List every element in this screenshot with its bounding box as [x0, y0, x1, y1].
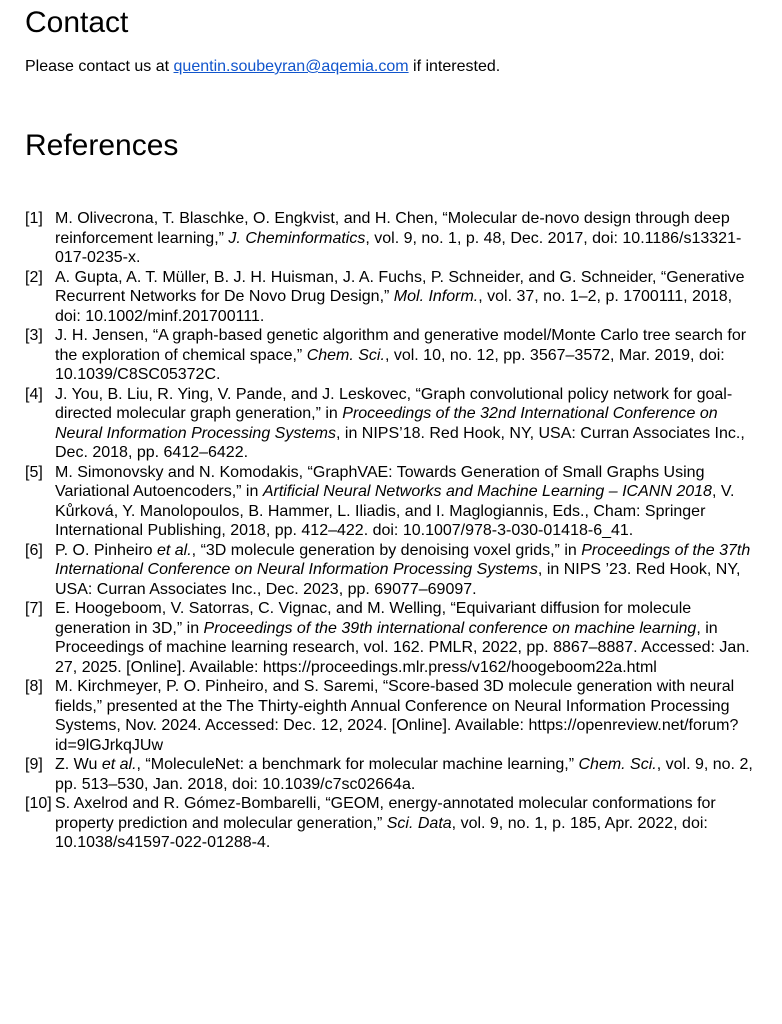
reference-part: , V. Kůrková, Y. Manolopoulos, B. Hammer, L. Iliadis, and I. Maglogiannis, Eds., Cham: Springer International Publishing, 2018, pp. 412–422. doi: 10.1007/978-3-030-01418-6_41.	[55, 483, 735, 539]
reference-part: M. Simonovsky and N. Komodakis, “GraphVAE: Towards Generation of Small Graphs Using Variational Autoencoders,” in	[55, 463, 705, 500]
reference-italic-part: Proceedings of the 37th International Conference on Neural Information Processing Systems	[55, 541, 751, 578]
reference-part: J. You, B. Liu, R. Ying, V. Pande, and J. Leskovec, “Graph convolutional policy network for goal-directed molecular graph generation,” in	[55, 385, 733, 422]
contact-text-after: if interested.	[408, 58, 501, 75]
references-heading: References	[25, 129, 179, 162]
reference-number: [1]	[25, 210, 43, 227]
reference-number: [10]	[25, 795, 52, 812]
reference-item	[25, 599, 757, 677]
contact-email-link[interactable]: quentin.soubeyran@aqemia.com	[173, 58, 409, 75]
reference-item	[25, 677, 757, 755]
reference-item	[25, 385, 757, 463]
reference-text	[55, 326, 757, 385]
reference-number: [4]	[25, 385, 43, 403]
reference-item	[25, 326, 757, 385]
reference-part: , in Proceedings of machine learning research, vol. 162. PMLR, 2022, pp. 8867–8887. Accessed: Jan. 27, 2025. [Online]. Available: https://proceedings.mlr.press/v162/hoogeboom22a.html	[55, 619, 750, 676]
reference-part: , “MoleculeNet: a benchmark for molecular machine learning,”	[136, 756, 579, 773]
reference-part: M. Olivecrona, T. Blaschke, O. Engkvist, and H. Chen, “Molecular de-novo design through deep reinforcement learning,”	[55, 210, 730, 247]
reference-part: E. Hoogeboom, V. Satorras, C. Vignac, and M. Welling, “Equivariant diffusion for molecule generation in 3D,” in	[55, 600, 692, 637]
reference-italic-part: Proceedings of the 39th international conference on machine learning	[203, 619, 697, 637]
reference-part: , vol. 10, no. 12, pp. 3567–3572, Mar. 2019, doi: 10.1039/C8SC05372C.	[55, 346, 725, 383]
reference-part: S. Axelrod and R. Gómez-Bombarelli, “GEOM, energy-annotated molecular conformations for property prediction and molecular generation,”	[55, 795, 716, 832]
reference-text	[55, 268, 757, 327]
reference-part: A. Gupta, A. T. Müller, B. J. H. Huisman, J. A. Fuchs, P. Schneider, and G. Schneider, “Generative Recurrent Networks for De Novo Drug Design,”	[55, 268, 745, 305]
contact-heading: Contact	[25, 6, 129, 39]
reference-number: [8]	[25, 678, 43, 695]
reference-text	[55, 677, 757, 755]
reference-number: [7]	[25, 600, 43, 617]
reference-part: , vol. 9, no. 1, p. 48, Dec. 2017, doi: 10.1186/s13321-017-0235-x.	[55, 229, 742, 266]
reference-part: , vol. 9, no. 1, p. 185, Apr. 2022, doi: 10.1038/s41597-022-01288-4.	[55, 814, 708, 851]
reference-text	[55, 755, 757, 794]
reference-italic-part: et al.	[101, 756, 137, 773]
reference-part: , in NIPS’18. Red Hook, NY, USA: Curran Associates Inc., Dec. 2018, pp. 6412–6422.	[55, 424, 745, 461]
reference-italic-part: Chem. Sci.	[306, 346, 385, 364]
reference-part: M. Kirchmeyer, P. O. Pinheiro, and S. Saremi, “Score-based 3D molecule generation with neural fields,” presented at the The Thirty-eighth Annual Conference on Neural Information Processing Systems, Nov. 2024. Accessed: Dec. 12, 2024. [Online]. Available: https://openreview.net/forum?id=9lGJrkqJUw	[55, 678, 739, 754]
reference-italic-part: Chem. Sci.	[578, 756, 657, 773]
reference-part: Z. Wu	[55, 756, 102, 773]
reference-text	[55, 794, 757, 853]
reference-italic-part: J. Cheminformatics	[228, 229, 366, 247]
reference-text	[55, 209, 757, 268]
contact-text	[25, 57, 757, 77]
reference-item	[25, 209, 757, 268]
reference-text	[55, 463, 757, 541]
reference-list	[25, 209, 757, 853]
reference-italic-part: Mol. Inform.	[393, 288, 479, 305]
reference-number: [2]	[25, 268, 43, 286]
reference-part: , vol. 9, no. 2, pp. 513–530, Jan. 2018, doi: 10.1039/c7sc02664a.	[55, 756, 753, 793]
reference-part: J. H. Jensen, “A graph-based genetic algorithm and generative model/Monte Carlo tree search for the exploration of chemical space,”	[55, 327, 747, 364]
reference-number: [3]	[25, 327, 43, 344]
reference-part: , in NIPS ’23. Red Hook, NY, USA: Curran Associates Inc., Dec. 2023, pp. 69077–69097.	[55, 561, 741, 598]
reference-number: [6]	[25, 541, 43, 559]
reference-item	[25, 541, 757, 600]
reference-item	[25, 463, 757, 541]
reference-number: [5]	[25, 463, 43, 481]
reference-italic-part: Proceedings of the 32nd International Conference on Neural Information Processing Systems	[55, 405, 718, 442]
reference-item	[25, 794, 757, 853]
reference-italic-part: et al.	[156, 541, 192, 559]
reference-italic-part: Sci. Data	[386, 814, 452, 832]
reference-number: [9]	[25, 756, 43, 773]
reference-item	[25, 755, 757, 794]
reference-text	[55, 541, 757, 600]
reference-text	[55, 385, 757, 463]
reference-part: , “3D molecule generation by denoising voxel grids,” in	[191, 541, 582, 559]
reference-text	[55, 599, 757, 677]
reference-item	[25, 268, 757, 327]
contact-text-before: Please contact us at	[25, 58, 174, 75]
reference-italic-part: Artificial Neural Networks and Machine Learning – ICANN 2018	[262, 483, 712, 500]
reference-part: P. O. Pinheiro	[55, 541, 157, 559]
reference-part: , vol. 37, no. 1–2, p. 1700111, 2018, doi: 10.1002/minf.201700111.	[55, 288, 733, 325]
